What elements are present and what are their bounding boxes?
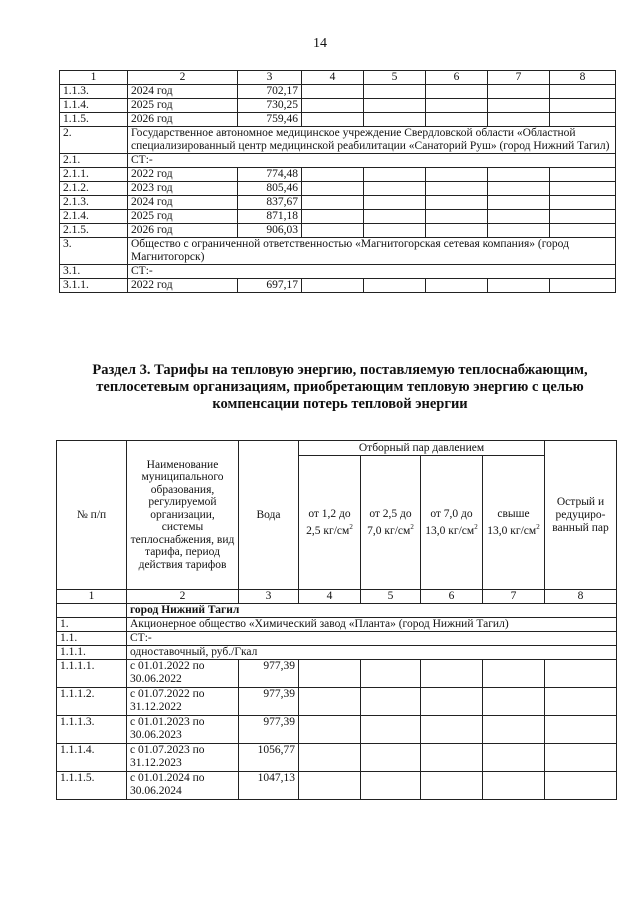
- empty-cell: [550, 210, 616, 224]
- empty-cell: [364, 196, 426, 210]
- org-name: Акционерное общество «Химический завод «Планта» (город Нижний Тагил): [127, 618, 617, 632]
- colnum: 8: [550, 71, 616, 85]
- empty-cell: [550, 99, 616, 113]
- empty-cell: [364, 182, 426, 196]
- empty-cell: [488, 113, 550, 127]
- row-name: 2025 год: [128, 210, 238, 224]
- empty-cell: [299, 716, 361, 744]
- empty-cell: [426, 210, 488, 224]
- empty-cell: [421, 688, 483, 716]
- org-num: 1.: [57, 618, 127, 632]
- section-3-heading: Раздел 3. Тарифы на тепловую энергию, поставляемую теплоснабжающим, теплосетевым организациям, приобретающим тепловую энергию с целью компенсации потерь тепловой энергии: [92, 362, 588, 412]
- colnum: 5: [361, 590, 421, 604]
- empty-cell: [302, 168, 364, 182]
- empty-cell: [550, 168, 616, 182]
- empty-cell: [302, 196, 364, 210]
- empty-cell: [545, 660, 617, 688]
- empty-cell: [364, 113, 426, 127]
- row-num: 3.: [60, 238, 128, 265]
- empty-cell: [545, 744, 617, 772]
- table-row: [60, 196, 616, 210]
- row-name: 2025 год: [128, 99, 238, 113]
- colnum: 3: [239, 590, 299, 604]
- row-value: 702,17: [238, 85, 302, 99]
- row-name: Общество с ограниченной ответственностью «Магнитогорская сетевая компания» (город Магнитогорск): [128, 238, 616, 265]
- empty-cell: [364, 210, 426, 224]
- empty-cell: [488, 99, 550, 113]
- empty-cell: [426, 99, 488, 113]
- row-value: 977,39: [239, 716, 299, 744]
- colnum: 6: [421, 590, 483, 604]
- colnum: 2: [128, 71, 238, 85]
- row-name: Государственное автономное медицинское учреждение Свердловской области «Областной специализированный центр медицинской реабилитации «Санаторий Руш» (город Нижний Тагил): [128, 127, 616, 154]
- row-num: 3.1.: [60, 265, 128, 279]
- row-value: 977,39: [239, 660, 299, 688]
- row-period: с 01.01.2024 по 30.06.2024: [127, 772, 239, 800]
- row-num: 1.1.1.1.: [57, 660, 127, 688]
- table-row: [60, 154, 616, 168]
- colnum: 2: [127, 590, 239, 604]
- table-row: [57, 660, 617, 688]
- row-num: 2.1.1.: [60, 168, 128, 182]
- empty-cell: [421, 744, 483, 772]
- header-pressure-4: свыше 13,0 $кг/см^2$: [483, 456, 545, 590]
- empty-cell: [550, 196, 616, 210]
- row-num: 1.1.5.: [60, 113, 128, 127]
- column-numbers-row: [60, 71, 616, 85]
- empty-cell: [488, 224, 550, 238]
- colnum: 3: [238, 71, 302, 85]
- empty-cell: [550, 279, 616, 293]
- empty-cell: [488, 210, 550, 224]
- header-name: Наименование муниципального образования, регулируемой организации, системы теплоснабжения, вид тарифа, период действия тарифов: [127, 441, 239, 590]
- section-3-tariff-table: [56, 440, 617, 800]
- empty-cell: [361, 744, 421, 772]
- empty-cell: [361, 716, 421, 744]
- table-row: [57, 772, 617, 800]
- table-row: [60, 224, 616, 238]
- row-num: 1.1.1.2.: [57, 688, 127, 716]
- table-header-row: [57, 441, 617, 456]
- empty-cell: [483, 772, 545, 800]
- empty-cell: [483, 744, 545, 772]
- row-name: 2022 год: [128, 279, 238, 293]
- empty-cell: [299, 688, 361, 716]
- colnum: 6: [426, 71, 488, 85]
- row-num: 1.1.1.4.: [57, 744, 127, 772]
- row-num: 2.: [60, 127, 128, 154]
- colnum: 8: [545, 590, 617, 604]
- row-value: 906,03: [238, 224, 302, 238]
- colnum: 1: [57, 590, 127, 604]
- header-water: Вода: [239, 441, 299, 590]
- st-label: СТ:-: [127, 632, 617, 646]
- header-steam-group: Отборный пар давлением: [299, 441, 545, 456]
- row-value: 774,48: [238, 168, 302, 182]
- table-row: [60, 113, 616, 127]
- column-numbers-row: [57, 590, 617, 604]
- table-row: [60, 238, 616, 265]
- st-row: [57, 632, 617, 646]
- header-pressure-3: от 7,0 до 13,0 $кг/см^2$: [421, 456, 483, 590]
- empty-cell: [361, 660, 421, 688]
- empty-cell: [426, 113, 488, 127]
- row-value: 977,39: [239, 688, 299, 716]
- tariff-type-row: [57, 646, 617, 660]
- empty-cell: [299, 660, 361, 688]
- empty-cell: [302, 182, 364, 196]
- row-num: 1.1.1.3.: [57, 716, 127, 744]
- colnum: 4: [299, 590, 361, 604]
- row-name: 2023 год: [128, 182, 238, 196]
- row-num: 1.1.4.: [60, 99, 128, 113]
- empty-cell: [421, 716, 483, 744]
- row-value: 871,18: [238, 210, 302, 224]
- row-name: 2026 год: [128, 113, 238, 127]
- empty-cell: [545, 688, 617, 716]
- header-pressure-1: от 1,2 до 2,5 $кг/см^2$: [299, 456, 361, 590]
- row-num: 2.1.4.: [60, 210, 128, 224]
- row-value: 730,25: [238, 99, 302, 113]
- row-name: СТ:-: [128, 154, 616, 168]
- row-num: 1.1.3.: [60, 85, 128, 99]
- empty-cell: [299, 772, 361, 800]
- table-row: [60, 168, 616, 182]
- tariff-num: 1.1.1.: [57, 646, 127, 660]
- empty-cell: [488, 168, 550, 182]
- header-sharp-steam: Острый и редуциро- ванный пар: [545, 441, 617, 590]
- empty-cell: [426, 196, 488, 210]
- empty-cell: [488, 279, 550, 293]
- table-row: [60, 210, 616, 224]
- empty-cell: [302, 113, 364, 127]
- empty-cell: [302, 224, 364, 238]
- row-value: 1056,77: [239, 744, 299, 772]
- empty-cell: [361, 772, 421, 800]
- empty-cell: [483, 688, 545, 716]
- empty-cell: [426, 168, 488, 182]
- org-row: [57, 618, 617, 632]
- row-num: 2.1.2.: [60, 182, 128, 196]
- table-row: [57, 716, 617, 744]
- empty-cell: [426, 85, 488, 99]
- table-row: [57, 744, 617, 772]
- colnum: 1: [60, 71, 128, 85]
- tariff-type: одноставочный, руб./Гкал: [127, 646, 617, 660]
- row-period: с 01.07.2023 по 31.12.2023: [127, 744, 239, 772]
- empty-cell: [545, 772, 617, 800]
- colnum: 4: [302, 71, 364, 85]
- header-num: № п/п: [57, 441, 127, 590]
- row-num: 1.1.1.5.: [57, 772, 127, 800]
- empty-cell: [421, 660, 483, 688]
- row-value: 805,46: [238, 182, 302, 196]
- header-pressure-2: от 2,5 до 7,0 $кг/см^2$: [361, 456, 421, 590]
- row-name: 2022 год: [128, 168, 238, 182]
- empty-cell: [364, 85, 426, 99]
- empty-cell: [364, 279, 426, 293]
- tariff-table-continued: [59, 70, 616, 293]
- row-value: 697,17: [238, 279, 302, 293]
- row-num: 2.1.5.: [60, 224, 128, 238]
- row-name: 2024 год: [128, 85, 238, 99]
- empty-cell: [302, 85, 364, 99]
- empty-cell: [426, 224, 488, 238]
- city-name: город Нижний Тагил: [127, 604, 617, 618]
- table-row: [60, 182, 616, 196]
- empty-cell: [364, 168, 426, 182]
- empty-cell: [550, 182, 616, 196]
- row-num: 2.1.3.: [60, 196, 128, 210]
- row-value: 837,67: [238, 196, 302, 210]
- table-row: [60, 99, 616, 113]
- empty-cell: [483, 660, 545, 688]
- row-name: СТ:-: [128, 265, 616, 279]
- row-num: 3.1.1.: [60, 279, 128, 293]
- empty-cell: [302, 210, 364, 224]
- empty-cell: [545, 716, 617, 744]
- empty-cell: [550, 113, 616, 127]
- row-period: с 01.01.2022 по 30.06.2022: [127, 660, 239, 688]
- empty-cell: [426, 279, 488, 293]
- colnum: 7: [483, 590, 545, 604]
- row-value: 759,46: [238, 113, 302, 127]
- st-num: 1.1.: [57, 632, 127, 646]
- empty-cell: [488, 196, 550, 210]
- empty-cell: [361, 688, 421, 716]
- empty-cell: [302, 99, 364, 113]
- empty-cell: [488, 85, 550, 99]
- row-value: 1047,13: [239, 772, 299, 800]
- colnum: 5: [364, 71, 426, 85]
- table-row: [60, 85, 616, 99]
- row-period: с 01.01.2023 по 30.06.2023: [127, 716, 239, 744]
- row-num: 2.1.: [60, 154, 128, 168]
- empty-cell: [426, 182, 488, 196]
- empty-cell: [550, 85, 616, 99]
- empty-cell: [488, 182, 550, 196]
- empty-cell: [302, 279, 364, 293]
- empty-cell: [364, 99, 426, 113]
- colnum: 7: [488, 71, 550, 85]
- empty-cell: [550, 224, 616, 238]
- empty-cell: [364, 224, 426, 238]
- table-row: [60, 265, 616, 279]
- empty-cell: [483, 716, 545, 744]
- empty-cell: [299, 744, 361, 772]
- row-period: с 01.07.2022 по 31.12.2022: [127, 688, 239, 716]
- empty-cell: [421, 772, 483, 800]
- table-row: [60, 279, 616, 293]
- row-name: 2026 год: [128, 224, 238, 238]
- table-row: [60, 127, 616, 154]
- row-name: 2024 год: [128, 196, 238, 210]
- page-number: 14: [313, 36, 327, 51]
- table-row: [57, 688, 617, 716]
- city-row: [57, 604, 617, 618]
